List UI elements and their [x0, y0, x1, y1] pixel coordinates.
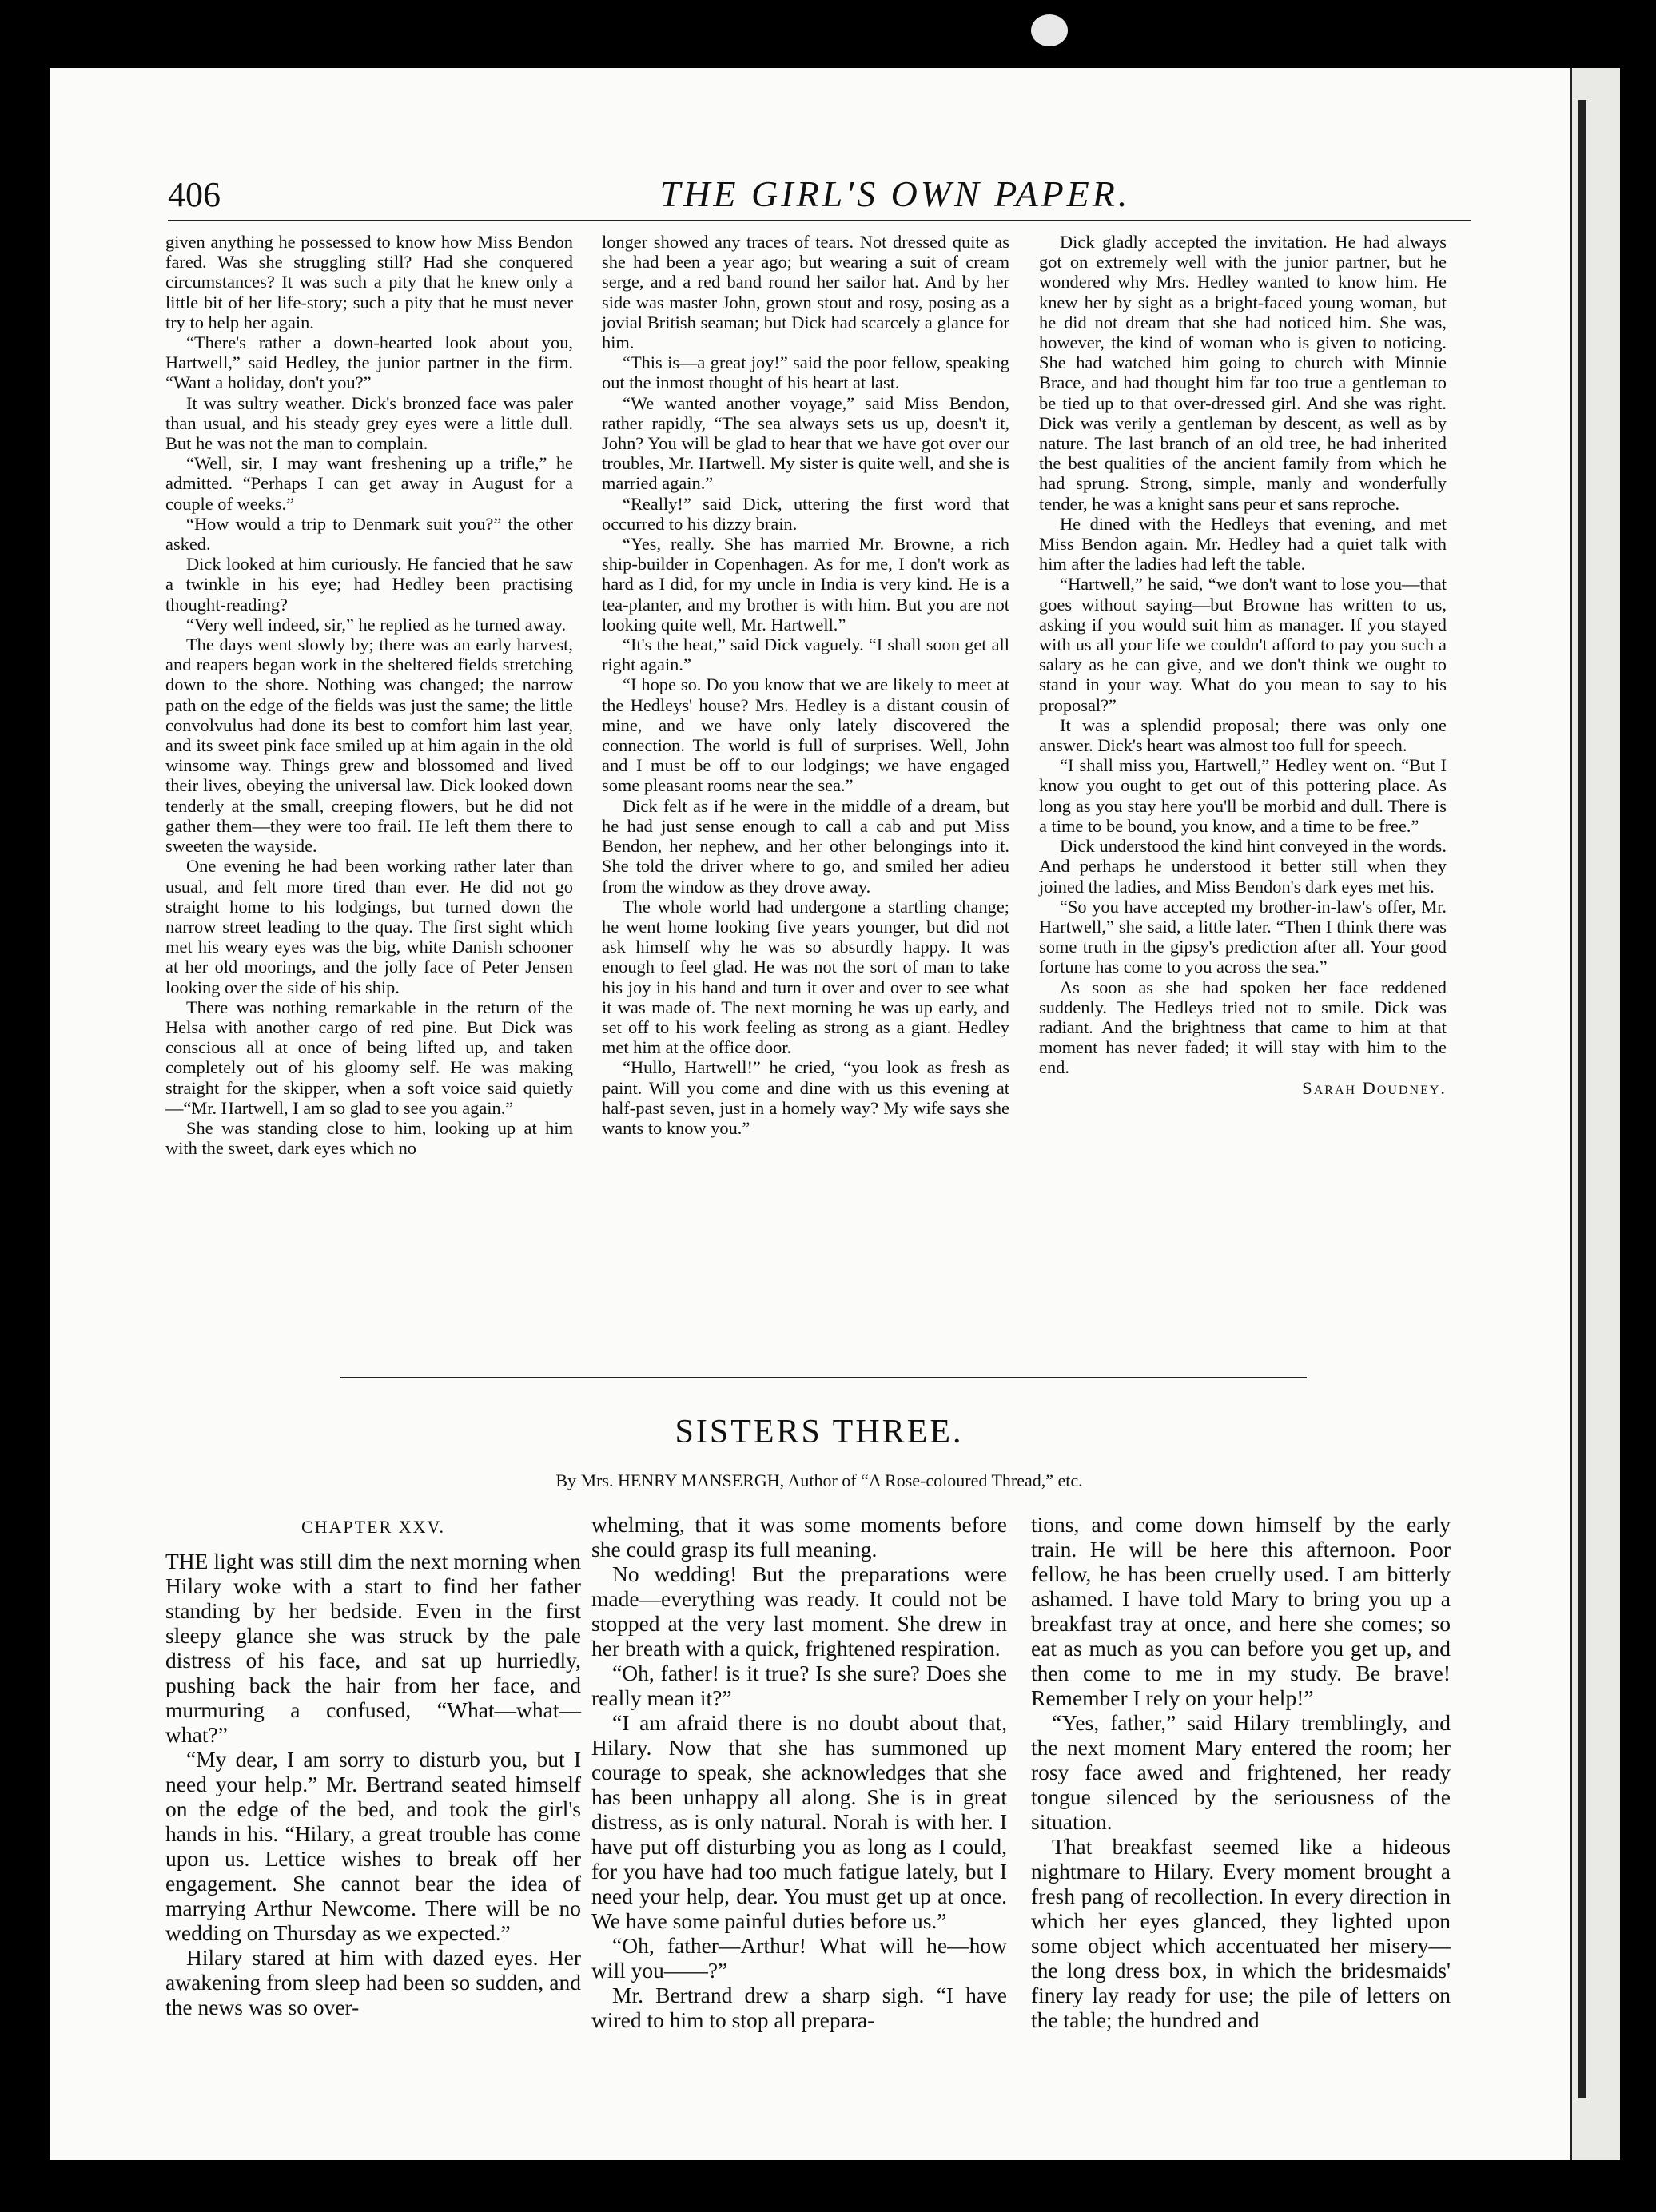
- paragraph: “Really!” said Dick, uttering the first word that occurred to his dizzy brain.: [602, 493, 1009, 534]
- paragraph: “We wanted another voyage,” said Miss Bendon, rather rapidly, “The sea always sets us up, doesn't it, John? You will be glad to hear that we have got over our troubles, Mr. Hartwell. My sister is quite well, and she is married again.”: [602, 392, 1009, 494]
- story-one-column-2: [602, 232, 1009, 1138]
- running-head: THE GIRL'S OWN PAPER.: [659, 173, 1131, 214]
- paragraph: “This is—a great joy!” said the poor fellow, speaking out the inmost thought of his heart at last.: [602, 352, 1009, 393]
- paragraph: tions, and come down himself by the early train. He will be here this afternoon. Poor fellow, he has been cruelly used. I am bitterly ashamed. I have told Mary to bring you up a breakfast tray at once, and here she comes; so eat as much as you can before you get up, and then come to me in my study. Be brave! Remember I rely on your help!”: [1031, 1512, 1451, 1710]
- paragraph: “Hullo, Hartwell!” he cried, “you look as fresh as paint. Will you come and dine with us this evening at half-past seven, just in a homely way? My wife says she wants to know you.”: [602, 1057, 1009, 1138]
- story-one-column-3: [1039, 232, 1447, 1098]
- paragraph: Mr. Bertrand drew a sharp sigh. “I have wired to him to stop all prepara-: [591, 1983, 1007, 2032]
- page-number: 406: [168, 175, 221, 214]
- paragraph: Dick gladly accepted the invitation. He had always got on extremely well with the junior partner, but he wondered why Mrs. Hedley wanted to know him. He knew her by sight as a bright-faced young woman, but he did not dream that she had noticed him. She was, however, the kind of woman who is given to noticing. She had watched him going to church with Minnie Brace, and had thought him far too true a gentleman to be tied up to that over-dressed girl. And she was right. Dick was verily a gentleman by descent, as well as by nature. The last branch of an old tree, he had inherited the best qualities of the ancient family from which he had sprung. Strong, simple, manly and wonderfully tender, he was a knight sans peur et sans reproche.: [1039, 232, 1447, 514]
- header-rule: [168, 220, 1471, 221]
- paragraph: “There's rather a down-hearted look about you, Hartwell,” said Hedley, the junior partner in the firm. “Want a holiday, don't you?”: [165, 332, 573, 393]
- paragraph: “Oh, father—Arthur! What will he—how will you——?”: [591, 1933, 1007, 1983]
- paragraph: Dick looked at him curiously. He fancied that he saw a twinkle in his eye; had Hedley been practising thought-reading?: [165, 554, 573, 615]
- paragraph: The whole world had undergone a startling change; he went home looking five years younger, but did not ask himself why he was so absurdly happy. It was enough to feel glad. He was not the sort of man to take his joy in his hand and turn it over and over to see what it was made of. The next morning he was up early, and set off to his work feeling as strong as a giant. Hedley met him at the office door.: [602, 896, 1009, 1058]
- author-signature: Sarah Doudney.: [1302, 1077, 1447, 1098]
- paragraph: He dined with the Hedleys that evening, and met Miss Bendon again. Mr. Hedley had a quiet talk with him after the ladies had left the table.: [1039, 513, 1447, 575]
- story-two-column-2: [591, 1512, 1007, 2032]
- paragraph: Dick understood the kind hint conveyed in the words. And perhaps he understood it better still when they joined the ladies, and Miss Bendon's dark eyes met his.: [1039, 836, 1447, 897]
- paragraph: “I am afraid there is no doubt about that, Hilary. Now that she has summoned up courage to speak, she acknowledges that she has been unhappy all along. She is in great distress, as is only natural. Norah is with her. I have put off disturbing you as long as I could, for you have had too much fatigue lately, but I need your help, dear. You must get up at once. We have some painful duties before us.”: [591, 1710, 1007, 1933]
- paragraph: It was sultry weather. Dick's bronzed face was paler than usual, and his steady grey eyes were a little dull. But he was not the man to complain.: [165, 392, 573, 454]
- section-divider: [340, 1375, 1307, 1378]
- paragraph: The days went slowly by; there was an early harvest, and reapers began work in the sheltered fields stretching down to the shore. Nothing was changed; the narrow path on the edge of the fields was just the same; the little convolvulus had done its best to comfort him last year, and its sweet pink face smiled up at him again in the old winsome way. Things grew and blossomed and lived their lives, obeying the universal law. Dick looked down tenderly at the small, creeping flowers, but he did not gather them—they were too frail. He left them there to sweeten the wayside.: [165, 635, 573, 857]
- paragraph: “It's the heat,” said Dick vaguely. “I shall soon get all right again.”: [602, 635, 1009, 675]
- chapter-heading: CHAPTER XXV.: [301, 1517, 446, 1537]
- paragraph: THE light was still dim the next morning when Hilary woke with a start to find her father standing by her bedside. Even in the first sleepy glance she was struck by the pale distress of his face, and sat up hurriedly, pushing back the hair from her face, and murmuring a confused, “What—what—what?”: [165, 1549, 581, 1747]
- paragraph: There was nothing remarkable in the return of the Helsa with another cargo of red pine. But Dick was conscious all at once of being lifted up, and taken completely out of his gloomy self. He was making straight for the skipper, when a soft voice said quietly—“Mr. Hartwell, I am so glad to see you again.”: [165, 997, 573, 1118]
- scan-blot: [1031, 14, 1068, 46]
- paragraph: whelming, that it was some moments before she could grasp its full meaning.: [591, 1512, 1007, 1562]
- story-two-column-3: [1031, 1512, 1451, 2032]
- paragraph: “Oh, father! is it true? Is she sure? Does she really mean it?”: [591, 1661, 1007, 1710]
- paragraph: “Well, sir, I may want freshening up a trifle,” he admitted. “Perhaps I can get away in August for a couple of weeks.”: [165, 453, 573, 514]
- paragraph: “How would a trip to Denmark suit you?” the other asked.: [165, 513, 573, 555]
- story-title: SISTERS THREE.: [675, 1414, 964, 1450]
- paragraph: As soon as she had spoken her face reddened suddenly. The Hedleys tried not to smile. Dick was radiant. And the brightness that came to him at that moment has never faded; it will stay with him to the end.: [1039, 977, 1447, 1078]
- paragraph: “Very well indeed, sir,” he replied as he turned away.: [186, 614, 567, 635]
- paragraph: One evening he had been working rather later than usual, and felt more tired than ever. He did not go straight home to his lodgings, but turned down the narrow street leading to the quay. The first sight which met his weary eyes was the big, white Danish schooner at her old moorings, and the jolly face of Peter Jensen looking over the side of his ship.: [165, 856, 573, 997]
- paragraph: Hilary stared at him with dazed eyes. Her awakening from sleep had been so sudden, and the news was so over-: [165, 1945, 581, 2019]
- paragraph: longer showed any traces of tears. Not dressed quite as she had been a year ago; but wearing a suit of cream serge, and a red band round her sailor hat. And by her side was master John, grown stout and rosy, posing as a jovial British seaman; but Dick had scarcely a glance for him.: [602, 232, 1009, 353]
- paragraph: “So you have accepted my brother-in-law's offer, Mr. Hartwell,” she said, a little later. “Then I think there was some truth in the gipsy's prediction after all. Your good fortune has come to you across the sea.”: [1039, 896, 1447, 977]
- byline: By Mrs. HENRY MANSERGH, Author of “A Rose-coloured Thread,” etc.: [555, 1470, 1083, 1490]
- paragraph: “I hope so. Do you know that we are likely to meet at the Hedleys' house? Mrs. Hedley is a distant cousin of mine, and we have only lately discovered the connection. The world is full of surprises. Well, John and I must be off to our lodgings; we have engaged some pleasant rooms near the sea.”: [602, 674, 1009, 796]
- paragraph: “Hartwell,” he said, “we don't want to lose you—that goes without saying—but Browne has written to us, asking if you would suit him as manager. If you stayed with us all your life we couldn't afford to pay you such a salary as he can give, and we don't think we ought to stand in your way. What do you mean to say to his proposal?”: [1039, 574, 1447, 715]
- paragraph: given anything he possessed to know how Miss Bendon fared. Was she struggling still? Had she conquered circumstances? It was such a pity that he knew only a little bit of her life-story; such a pity that he must never try to help her again.: [165, 232, 573, 332]
- paragraph: “My dear, I am sorry to disturb you, but I need your help.” Mr. Bertrand seated himself on the edge of the bed, and took the girl's hands in his. “Hilary, a great trouble has come upon us. Lettice wishes to break off her engagement. She cannot bear the idea of marrying Arthur Newcome. There will be no wedding on Thursday as we expected.”: [165, 1747, 581, 1945]
- paragraph: Dick felt as if he were in the middle of a dream, but he had just sense enough to call a cab and put Miss Bendon, her nephew, and her other belongings into it. She told the driver where to go, and smiled her adieu from the window as they drove away.: [602, 795, 1009, 897]
- story-two-column-1: [165, 1514, 581, 2019]
- story-one-column-1: [165, 232, 573, 1158]
- paragraph: No wedding! But the preparations were made—everything was ready. It could not be stopped at the very last moment. She drew in her breath with a quick, frightened respiration.: [591, 1562, 1007, 1661]
- paragraph: She was standing close to him, looking up at him with the sweet, dark eyes which no: [165, 1117, 573, 1159]
- facing-page-edge: [1570, 68, 1620, 2160]
- paragraph: “I shall miss you, Hartwell,” Hedley went on. “But I know you ought to get out of this pottering place. As long as you stay here you'll be morbid and dull. There is a time to be bound, you know, and a time to be free.”: [1039, 755, 1447, 836]
- paragraph: That breakfast seemed like a hideous nightmare to Hilary. Every moment brought a fresh pang of recollection. In every direction in which her eyes glanced, they lighted upon some object which accentuated her misery—the long dress box, in which the bridesmaids' finery lay ready for use; the pile of letters on the table; the hundred and: [1031, 1834, 1451, 2032]
- paragraph: It was a splendid proposal; there was only one answer. Dick's heart was almost too full for speech.: [1039, 714, 1447, 756]
- paragraph: “Yes, father,” said Hilary tremblingly, and the next moment Mary entered the room; her rosy face awed and frightened, her ready tongue silenced by the seriousness of the situation.: [1031, 1710, 1451, 1834]
- paragraph: “Yes, really. She has married Mr. Browne, a rich ship-builder in Copenhagen. As for me, I don't work as hard as I did, for my uncle in India is very kind. He is a tea-planter, and my brother is with him. But you are not looking quite well, Mr. Hartwell.”: [602, 534, 1009, 635]
